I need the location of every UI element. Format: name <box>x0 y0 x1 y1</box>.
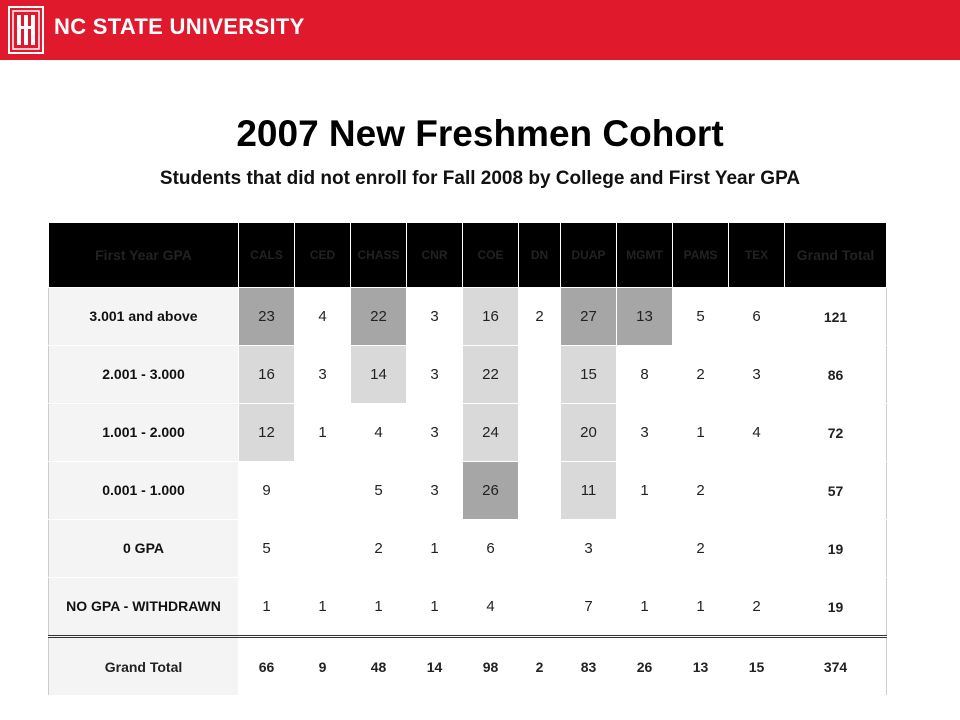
cell-ced: 1 <box>295 578 351 637</box>
cell-chass: 1 <box>351 578 407 637</box>
cell-pams: 2 <box>673 346 729 404</box>
table-row <box>49 288 887 346</box>
table-row <box>49 520 887 578</box>
page-subtitle: Students that did not enroll for Fall 2008 by College and First Year GPA <box>159 168 801 189</box>
cell-duap: 27 <box>561 288 617 346</box>
table-row <box>49 578 887 637</box>
cell-tex <box>729 520 785 578</box>
cell-tex: 3 <box>729 346 785 404</box>
cell-dn <box>519 404 561 462</box>
cell-dn <box>519 578 561 637</box>
cell-cals: 12 <box>239 404 295 462</box>
cell-coe: 26 <box>463 462 519 520</box>
row-label: 3.001 and above <box>49 288 239 346</box>
cell-dn <box>519 462 561 520</box>
cell-mgmt: 1 <box>617 578 673 637</box>
brand-name: NC STATE UNIVERSITY <box>54 14 305 39</box>
cell-chass: 22 <box>351 288 407 346</box>
row-label: 0.001 - 1.000 <box>49 462 239 520</box>
cell-mgmt: 8 <box>617 346 673 404</box>
column-header-dn: DN <box>519 223 561 288</box>
cell-tex: 6 <box>729 288 785 346</box>
cell-mgmt <box>617 520 673 578</box>
cell-chass: 2 <box>351 520 407 578</box>
cell-cnr: 14 <box>407 637 463 696</box>
header-row <box>49 223 887 288</box>
cell-cnr: 3 <box>407 288 463 346</box>
column-header-duap: DUAP <box>561 223 617 288</box>
cell-coe: 16 <box>463 288 519 346</box>
cell-duap: 15 <box>561 346 617 404</box>
column-header-ced: CED <box>295 223 351 288</box>
cell-pams: 2 <box>673 462 729 520</box>
column-header-first-year-gpa: First Year GPA <box>49 223 239 288</box>
cell-coe: 22 <box>463 346 519 404</box>
cell-dn <box>519 346 561 404</box>
cell-chass: 4 <box>351 404 407 462</box>
cell-pams: 2 <box>673 520 729 578</box>
cell-tex <box>729 462 785 520</box>
cell-dn: 2 <box>519 288 561 346</box>
cell-pams: 1 <box>673 404 729 462</box>
grand-total-row <box>49 637 887 696</box>
row-label: Grand Total <box>49 637 239 696</box>
cell-coe: 6 <box>463 520 519 578</box>
gpa-by-college-table <box>48 222 887 696</box>
cell-ced: 3 <box>295 346 351 404</box>
cell-cals: 23 <box>239 288 295 346</box>
cell-duap: 83 <box>561 637 617 696</box>
cell-grand-total: 374 <box>785 637 887 696</box>
cell-cals: 5 <box>239 520 295 578</box>
column-header-chass: CHASS <box>351 223 407 288</box>
page-title: 2007 New Freshmen Cohort <box>236 113 724 154</box>
cell-chass: 48 <box>351 637 407 696</box>
column-header-pams: PAMS <box>673 223 729 288</box>
cell-cals: 1 <box>239 578 295 637</box>
row-label: 2.001 - 3.000 <box>49 346 239 404</box>
cell-duap: 3 <box>561 520 617 578</box>
cell-grand-total: 19 <box>785 578 887 637</box>
cell-cnr: 1 <box>407 578 463 637</box>
cell-chass: 5 <box>351 462 407 520</box>
cell-ced <box>295 462 351 520</box>
cell-ced <box>295 520 351 578</box>
row-label: 0 GPA <box>49 520 239 578</box>
cell-cals: 16 <box>239 346 295 404</box>
row-label: 1.001 - 2.000 <box>49 404 239 462</box>
cell-grand-total: 19 <box>785 520 887 578</box>
cell-grand-total: 86 <box>785 346 887 404</box>
cell-pams: 13 <box>673 637 729 696</box>
cell-cnr: 1 <box>407 520 463 578</box>
cell-duap: 11 <box>561 462 617 520</box>
nc-state-belltower-logo-icon <box>8 6 44 54</box>
table-row <box>49 462 887 520</box>
cell-tex: 2 <box>729 578 785 637</box>
cell-mgmt: 1 <box>617 462 673 520</box>
header-banner <box>0 0 960 60</box>
cell-cnr: 3 <box>407 404 463 462</box>
cell-mgmt: 3 <box>617 404 673 462</box>
column-header-coe: COE <box>463 223 519 288</box>
cell-grand-total: 57 <box>785 462 887 520</box>
table-row <box>49 346 887 404</box>
cell-coe: 4 <box>463 578 519 637</box>
cell-pams: 5 <box>673 288 729 346</box>
cell-tex: 15 <box>729 637 785 696</box>
cell-ced: 1 <box>295 404 351 462</box>
cell-chass: 14 <box>351 346 407 404</box>
cell-dn <box>519 520 561 578</box>
cell-grand-total: 72 <box>785 404 887 462</box>
cell-mgmt: 13 <box>617 288 673 346</box>
cell-cals: 66 <box>239 637 295 696</box>
cell-dn: 2 <box>519 637 561 696</box>
cell-coe: 98 <box>463 637 519 696</box>
row-label: NO GPA - WITHDRAWN <box>49 578 239 637</box>
cell-grand-total: 121 <box>785 288 887 346</box>
cell-tex: 4 <box>729 404 785 462</box>
cell-coe: 24 <box>463 404 519 462</box>
column-header-cals: CALS <box>239 223 295 288</box>
column-header-mgmt: MGMT <box>617 223 673 288</box>
column-header-tex: TEX <box>729 223 785 288</box>
cell-cnr: 3 <box>407 462 463 520</box>
cell-mgmt: 26 <box>617 637 673 696</box>
table-row <box>49 404 887 462</box>
cell-ced: 4 <box>295 288 351 346</box>
cell-ced: 9 <box>295 637 351 696</box>
column-header-grand-total: Grand Total <box>785 223 887 288</box>
cell-pams: 1 <box>673 578 729 637</box>
cell-duap: 7 <box>561 578 617 637</box>
column-header-cnr: CNR <box>407 223 463 288</box>
cell-cals: 9 <box>239 462 295 520</box>
cell-cnr: 3 <box>407 346 463 404</box>
cell-duap: 20 <box>561 404 617 462</box>
